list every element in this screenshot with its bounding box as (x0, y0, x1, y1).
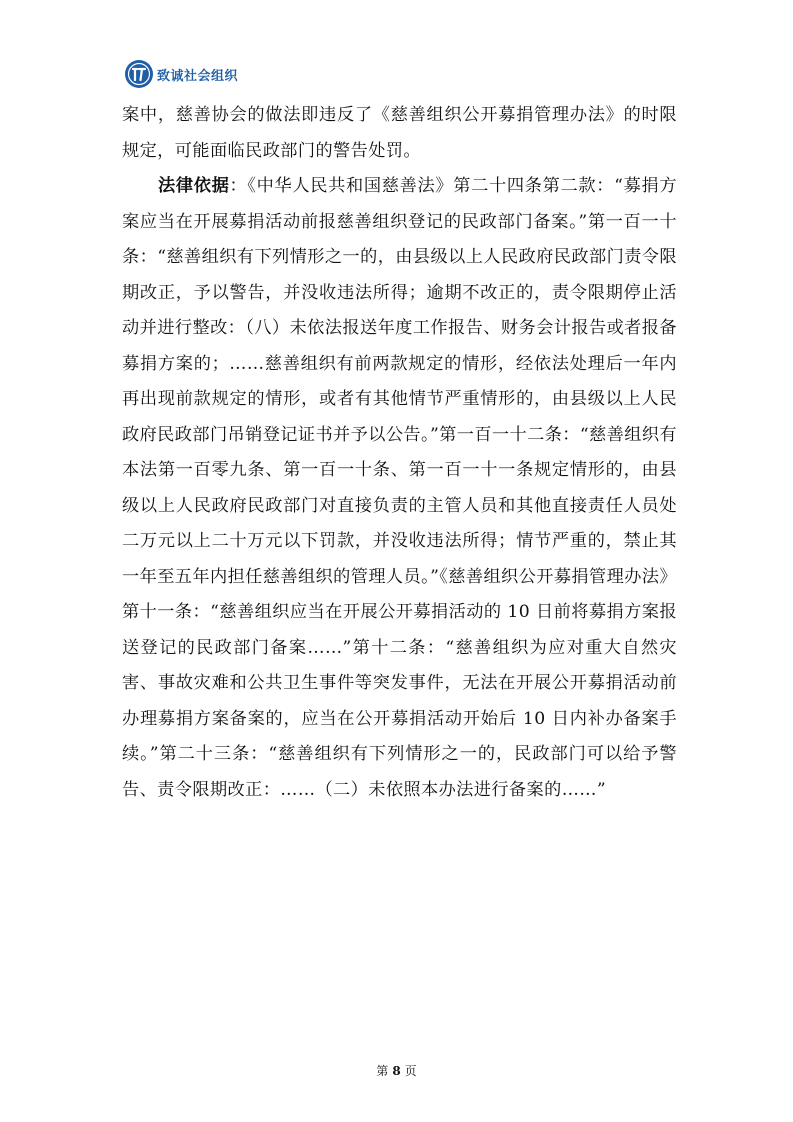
page-footer (0, 1062, 793, 1079)
paragraph-conclusion: 案中，慈善协会的做法即违反了《慈善组织公开募捐管理办法》的时限规定，可能面临民政部门的警告处罚。 (122, 105, 677, 161)
paragraph-legal-basis (122, 169, 677, 808)
logo-text: 致诚社会组织 (157, 68, 239, 84)
legal-basis-colon: ： (229, 176, 248, 196)
document-header (124, 58, 238, 90)
organization-logo-icon (124, 59, 154, 89)
legal-basis-text: 《中华人民共和国慈善法》第二十四条第二款：“募捐方案应当在开展募捐活动前报慈善组织登记的民政部门备案。”第一百一十条：“慈善组织有下列情形之一的，由县级以上人民政府民政部门责令限期改正，予以警告，并没收违法所得；逾期不改正的，责令限期停止活动并进行整改：（八）未依法报送年度工作报告、财务会计报告或者报备募捐方案的；……慈善组织有前两款规定的情形，经依法处理后一年内再出现前款规定的情形，或者有其他情节严重情形的，由县级以上人民政府民政部门吊销登记证书并予以公告。”第一百一十二条：“慈善组织有本法第一百零九条、第一百一十条、第一百一十一条规定情形的，由县级以上人民政府民政部门对直接负责的主管人员和其他直接责任人员处二万元以上二十万元以下罚款，并没收违法所得；情节严重的，禁止其一年至五年内担任慈善组织的管理人员。”《慈善组织公开募捐管理办法》第十一条：“慈善组织应当在开展公开募捐活动的 10 日前将募捐方案报送登记的民政部门备案……”第十二条：“慈善组织为应对重大自然灾害、事故灾难和公共卫生事件等突发事件，无法在开展公开募捐活动前办理募捐方案备案的，应当在公开募捐活动开始后 10 日内补办备案手续。”第二十三条：“慈善组织有下列情形之一的，民政部门可以给予警告、责令限期改正：……（二）未依照本办法进行备案的……” (122, 176, 678, 800)
page-label-suffix: 页 (404, 1064, 417, 1078)
page-number: 8 (392, 1064, 401, 1078)
document-body (122, 98, 677, 808)
legal-basis-heading: 法律依据 (158, 176, 230, 196)
page-label-prefix: 第 (376, 1064, 389, 1078)
